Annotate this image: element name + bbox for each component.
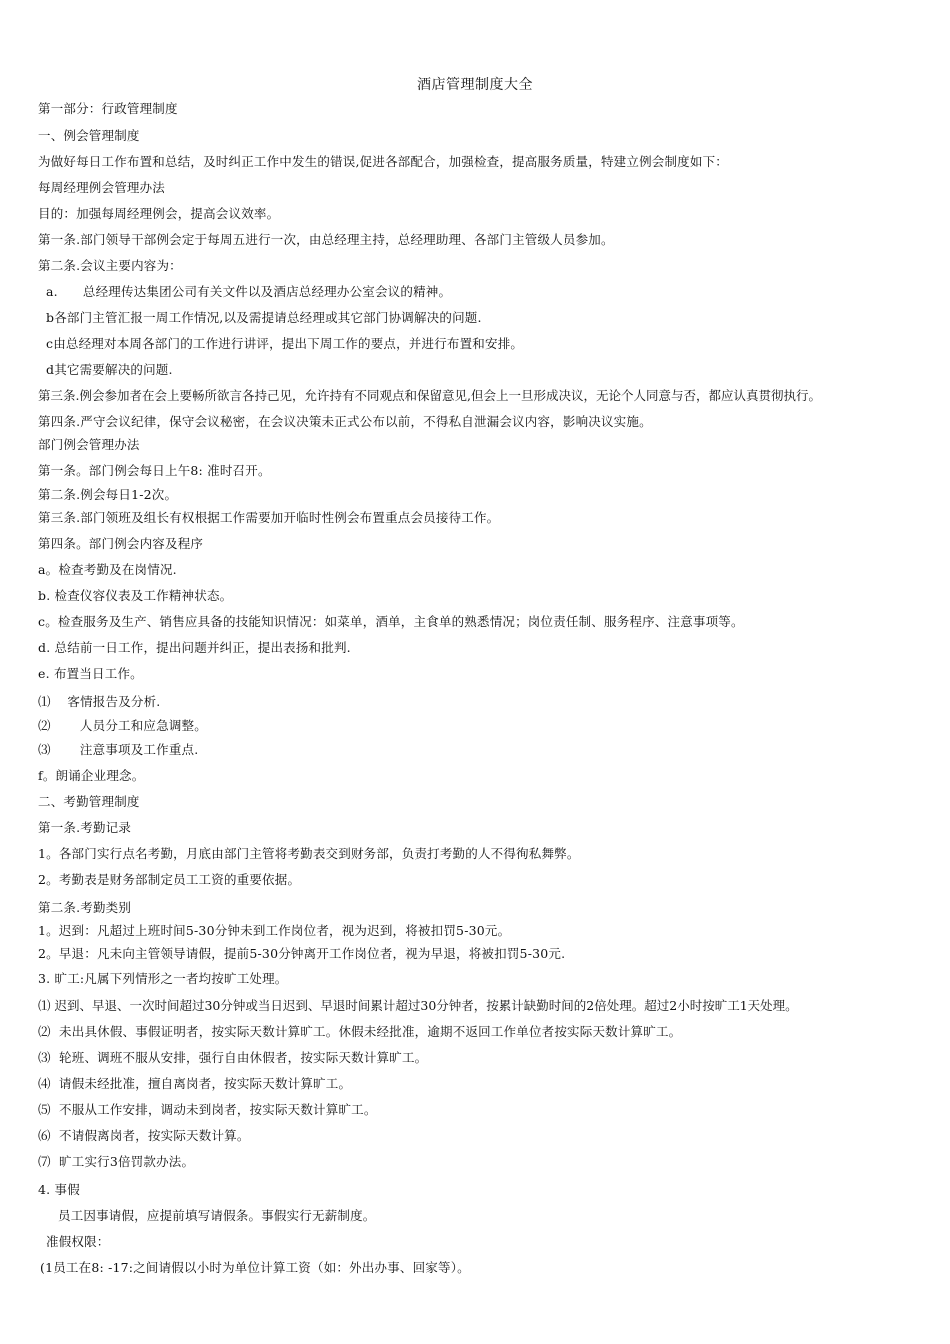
paragraph: 目的：加强每周经理例会，提高会议效率。: [38, 206, 280, 221]
list-item: 2。考勤表是财务部制定员工工资的重要依据。: [38, 872, 301, 887]
list-item: 1。迟到：凡超过上班时间5-30分钟未到工作岗位者，视为迟到，将被扣罚5-30元。: [38, 923, 511, 938]
paragraph: (1员工在8: -17:之间请假以小时为单位计算工资（如：外出办事、回家等）。: [40, 1260, 470, 1275]
article: 第四条。部门例会内容及程序: [38, 536, 204, 551]
list-item: f。朗诵企业理念。: [38, 768, 145, 783]
article: 第二条.考勤类别: [38, 900, 132, 915]
list-item: d其它需要解决的问题.: [46, 362, 173, 377]
list-item: 2。早退：凡未向主管领导请假，提前5-30分钟离开工作岗位者，视为早退，将被扣罚5-30元.: [38, 946, 566, 961]
article: 第一条.部门领导干部例会定于每周五进行一次，由总经理主持，总经理助理、各部门主管级人员参加。: [38, 232, 614, 247]
list-item: c。检查服务及生产、销售应具备的技能知识情况：如菜单，酒单，主食单的熟悉情况；岗位责任制、服务程序、注意事项等。: [38, 614, 744, 629]
paragraph: 为做好每日工作布置和总结，及时纠正工作中发生的错误,促进各部配合，加强检查，提高服务质量，特建立例会制度如下：: [38, 154, 728, 169]
sub-list-item: ⑴ 客情报告及分析.: [38, 694, 161, 709]
list-item: b各部门主管汇报一周工作情况,以及需提请总经理或其它部门协调解决的问题.: [46, 310, 482, 325]
list-item: 4. 事假: [38, 1182, 80, 1197]
list-item: a. 总经理传达集团公司有关文件以及酒店总经理办公室会议的精神。: [46, 284, 452, 299]
article: 第一条.考勤记录: [38, 820, 132, 835]
list-item: d. 总结前一日工作，提出问题并纠正，提出表扬和批判.: [38, 640, 351, 655]
article: 第二条.会议主要内容为：: [38, 258, 182, 273]
sub-list-item: ⑵ 未出具休假、事假证明者，按实际天数计算旷工。休假未经批准，逾期不返回工作单位者按实际天数计算旷工。: [38, 1024, 682, 1039]
article: 第三条.例会参加者在会上要畅所欲言各持己见，允许持有不同观点和保留意见,但会上一旦形成决议，无论个人同意与否，都应认真贯彻执行。: [38, 388, 821, 403]
list-item: 3. 旷工:凡属下列情形之一者均按旷工处理。: [38, 971, 288, 986]
article: 第三条.部门领班及组长有权根据工作需要加开临时性例会布置重点会员接待工作。: [38, 510, 500, 525]
sub-list-item: ⑶ 轮班、调班不服从安排，强行自由休假者，按实际天数计算旷工。: [38, 1050, 428, 1065]
paragraph: 员工因事请假，应提前填写请假条。事假实行无薪制度。: [58, 1208, 376, 1223]
list-item: a。检查考勤及在岗情况.: [38, 562, 177, 577]
sub-list-item: ⑺ 旷工实行3倍罚款办法。: [38, 1154, 195, 1169]
subsection-heading: 每周经理例会管理办法: [38, 180, 166, 195]
sub-list-item: ⑹ 不请假离岗者，按实际天数计算。: [38, 1128, 250, 1143]
document-title: 酒店管理制度大全: [417, 77, 533, 93]
list-item: e. 布置当日工作。: [38, 666, 143, 681]
sub-list-item: ⑶ 注意事项及工作重点.: [38, 742, 199, 757]
list-item: b. 检查仪容仪表及工作精神状态。: [38, 588, 233, 603]
sub-list-item: ⑵ 人员分工和应急调整。: [38, 718, 207, 733]
section-heading: 一、例会管理制度: [38, 128, 140, 143]
part-heading: 第一部分：行政管理制度: [38, 101, 178, 116]
sub-list-item: ⑷ 请假未经批准，擅自离岗者，按实际天数计算旷工。: [38, 1076, 352, 1091]
section-heading: 二、考勤管理制度: [38, 794, 140, 809]
list-item: 1。各部门实行点名考勤，月底由部门主管将考勤表交到财务部，负责打考勤的人不得徇私舞弊。: [38, 846, 580, 861]
article: 第二条.例会每日1-2次。: [38, 487, 178, 502]
list-item: c由总经理对本周各部门的工作进行讲评，提出下周工作的要点，并进行布置和安排。: [46, 336, 524, 351]
article: 第四条.严守会议纪律，保守会议秘密，在会议决策未正式公布以前，不得私自泄漏会议内容，影响决议实施。: [38, 414, 652, 429]
sub-list-item: ⑸ 不服从工作安排，调动未到岗者，按实际天数计算旷工。: [38, 1102, 377, 1117]
paragraph: 准假权限：: [46, 1234, 110, 1249]
sub-list-item: ⑴ 迟到、早退、一次时间超过30分钟或当日迟到、早退时间累计超过30分钟者，按累计缺勤时间的2倍处理。超过2小时按旷工1天处理。: [38, 998, 798, 1013]
subsection-heading: 部门例会管理办法: [38, 437, 140, 452]
article: 第一条。部门例会每日上午8: 准时召开。: [38, 463, 271, 478]
